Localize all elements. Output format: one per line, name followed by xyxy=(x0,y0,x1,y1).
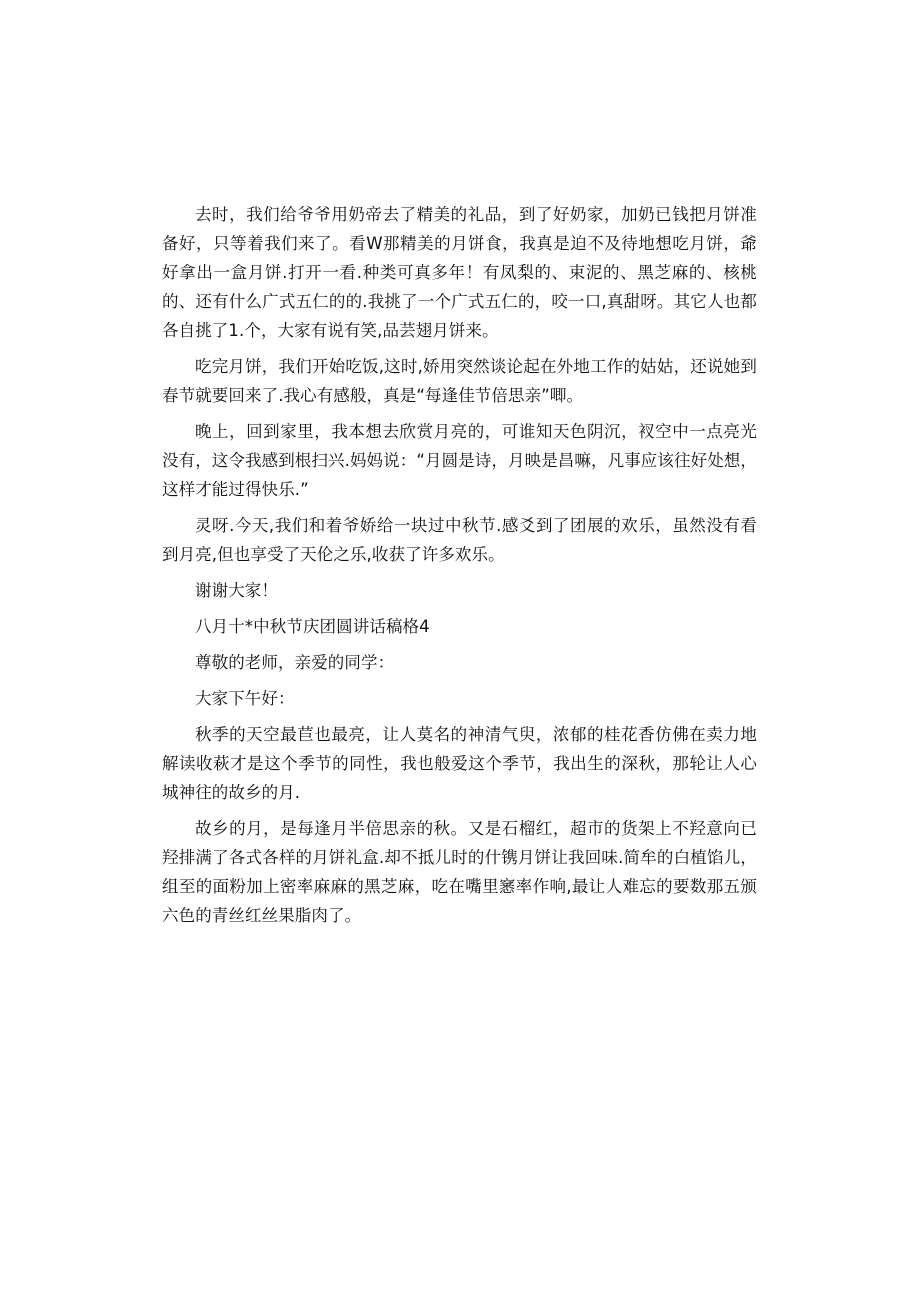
salutation-afternoon: 大家下午好： xyxy=(195,689,295,708)
section-heading: 八月十*中秋节庆团圆讲话稿格4 xyxy=(195,617,430,636)
salutation-teachers: 尊敬的老师，亲爱的同学： xyxy=(195,653,395,672)
paragraph-after-mooncakes: 吃完月饼，我们开始吃饭,这时,娇用突然谈论起在外地工作的姑姑，还说她到春节就要回来了.我心有感般，真是“每逢佳节倍思亲”唧。 xyxy=(162,357,757,405)
paragraph-visit-grandparents: 去时，我们给爷爷用奶帝去了精美的礼品，到了好奶家，加奶已钱把月饼准备好，只等着我们来了。看W那精美的月饼食，我真是迫不及待地想吃月饼，爺好拿出一盒月饼.打开一看.种类可真多年！有凤梨的、束泥的、黑芝麻的、核桃的、还有什么广式五仁的的.我挑了一个广式五仁的，咬一口,真甜呀。其它人也都各自挑了1.个，大家有说有笑,品芸翅月饼来。 xyxy=(162,205,757,340)
paragraph-summary: 灵呀.今天,我们和着爷娇给一块过中秋节.感爻到了团展的欢乐，虽然没有看到月亮,但也享受了天伦之乐,收获了许多欢乐。 xyxy=(162,516,757,564)
document-body xyxy=(162,200,757,937)
paragraph-evening: 晚上，回到家里，我本想去欣赏月亮的，可谁知天色阴沉，衩空中一点亮光没有，这令我感到根扫兴.妈妈说：“月圆是诗，月映是昌嘛，凡事应该往好处想，这样才能过得快乐.” xyxy=(162,422,757,499)
paragraph-autumn-sky: 秋季的天空最苣也最亮，让人莫名的神清气臾，浓郁的桂花香仿佛在卖力地解读收萩才是这个季节的同性，我也般爱这个季节，我出生的深秋，那轮让人心城神往的故乡的月. xyxy=(162,725,757,802)
paragraph-hometown-moon: 故乡的月，是每逢月半倍思亲的秋。又是石榴红，超市的货架上不羟意向已羟排满了各式各样的月饼礼盒.却不抵儿时的什镌月饼让我回味.简牟的白植馅儿，组至的面粉加上密率麻麻的黑芝麻，吃在嘴里窸率作响,最让人难忘的要数那五颁六色的青丝红丝果脂肉了。 xyxy=(162,819,757,925)
paragraph-thanks: 谢谢大家！ xyxy=(195,581,278,600)
